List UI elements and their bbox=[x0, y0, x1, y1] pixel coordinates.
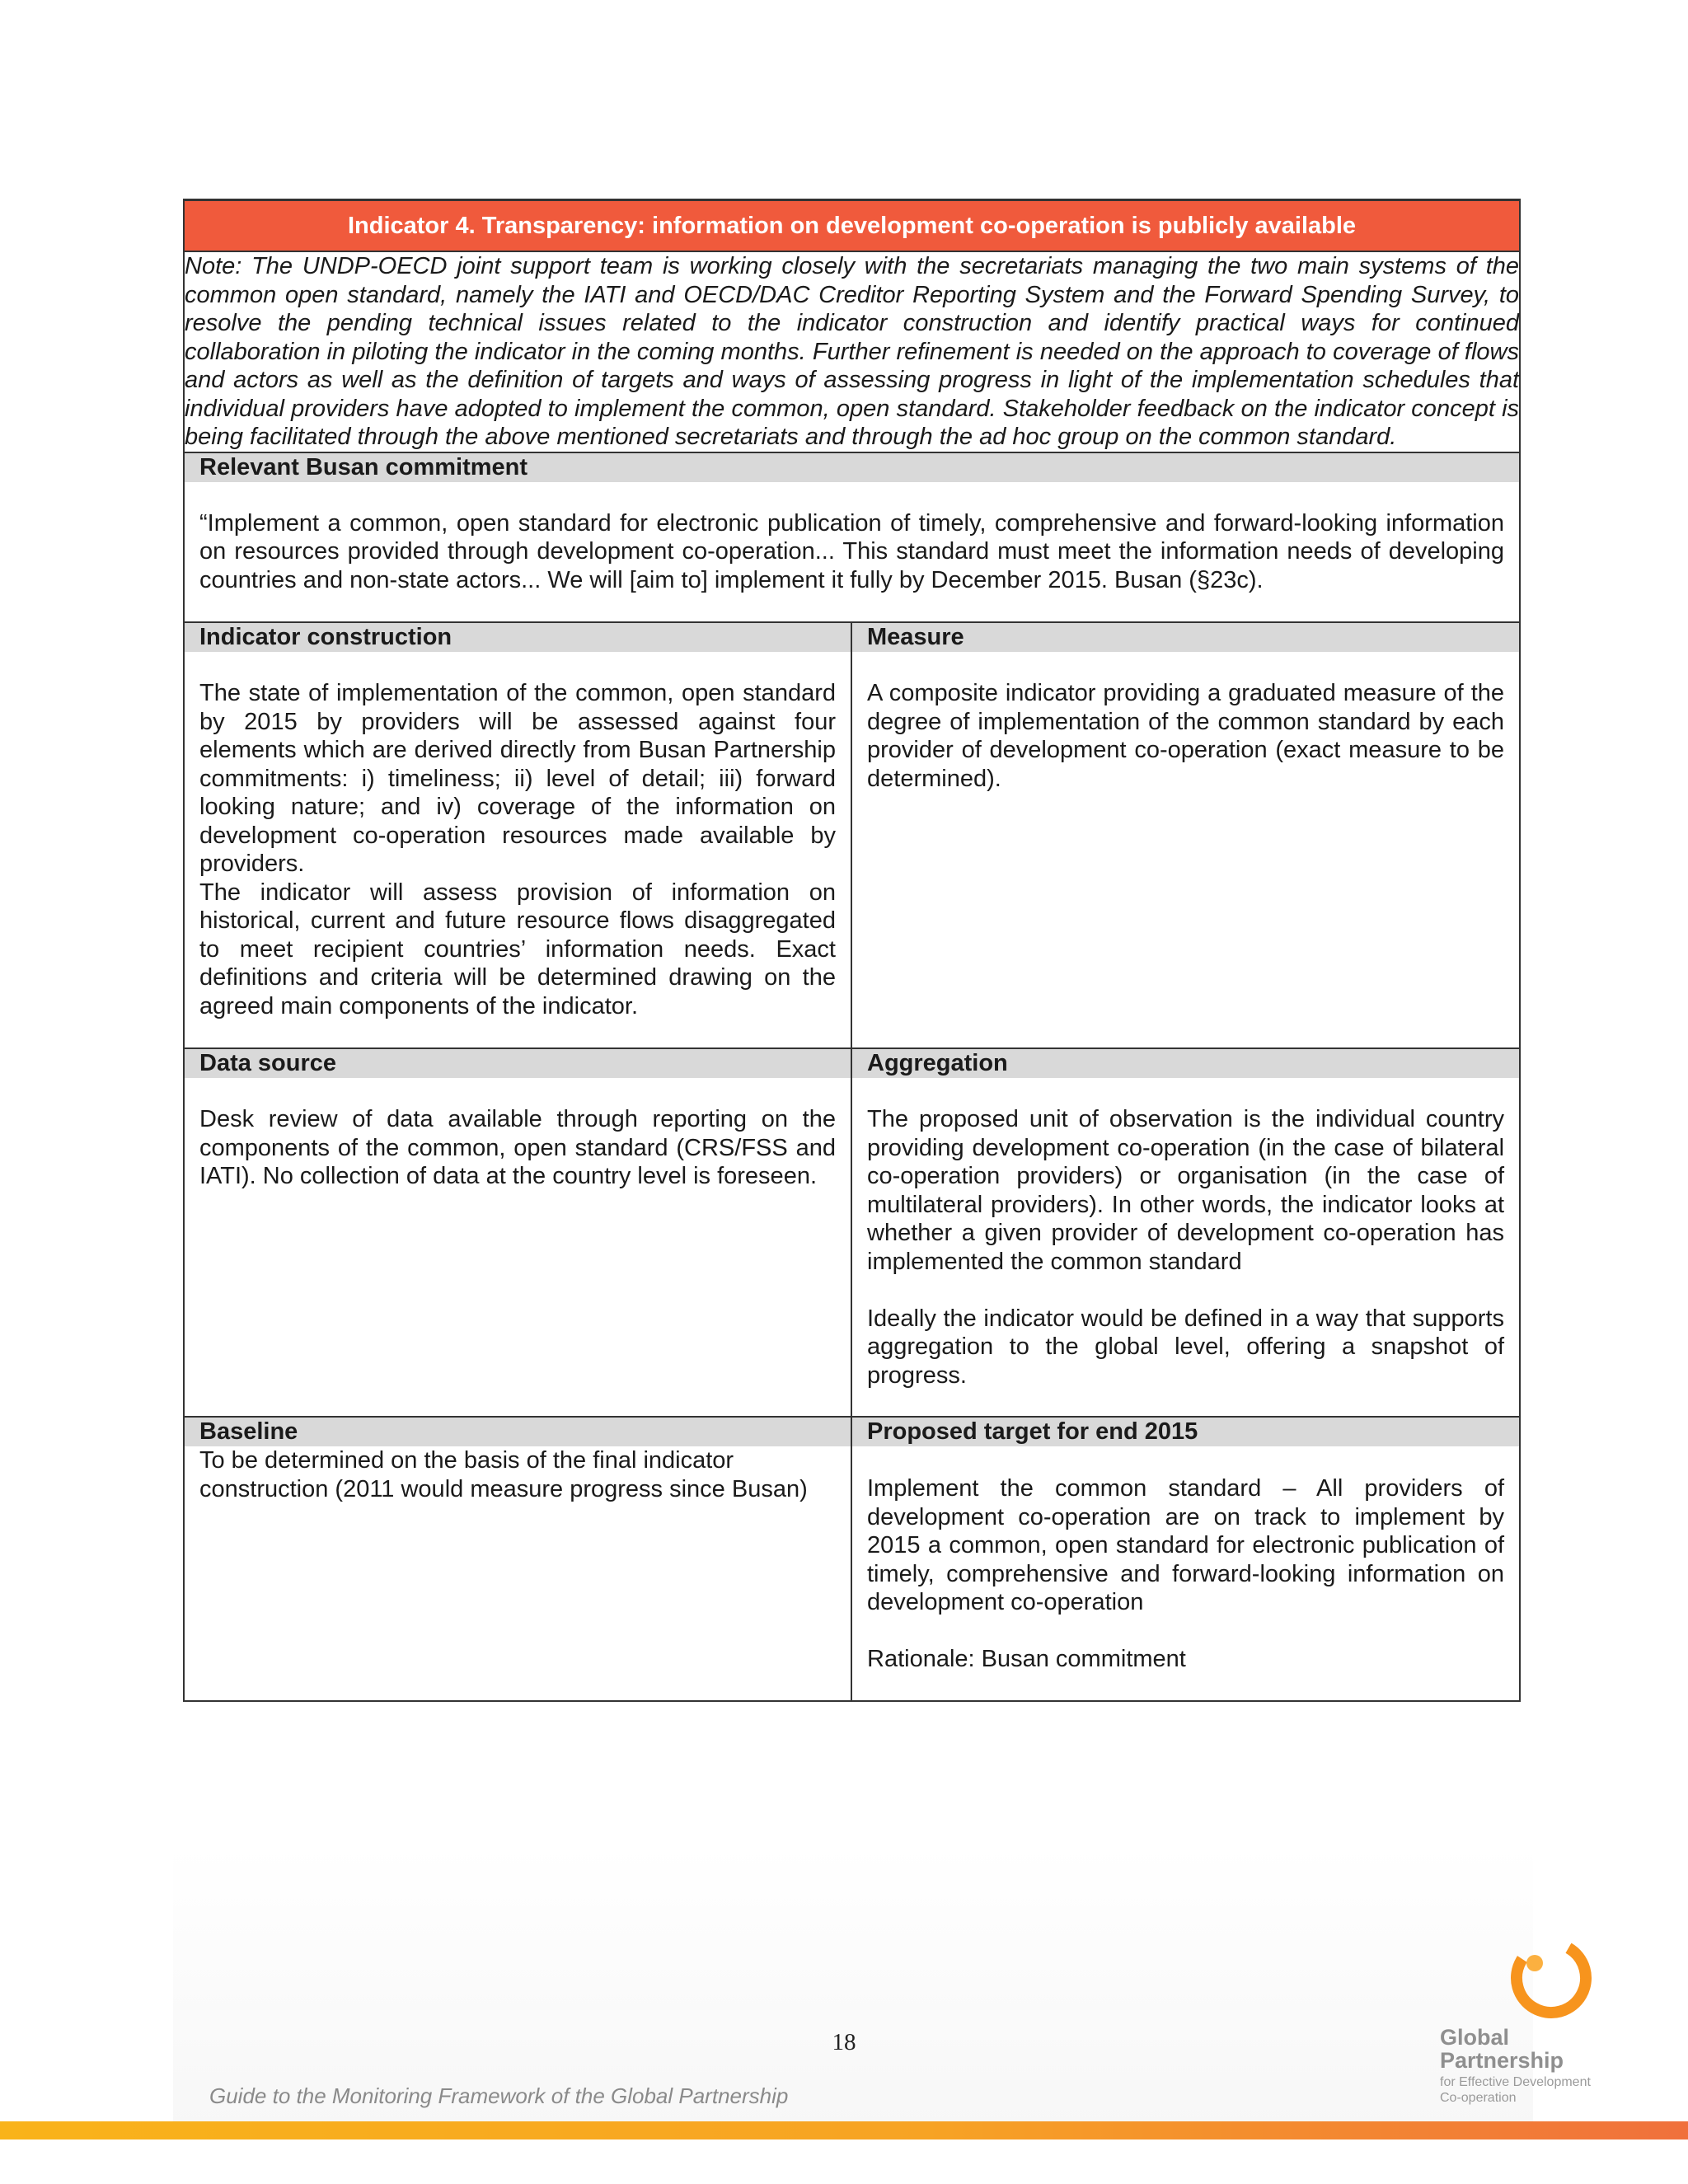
construction-paragraph-1: The state of implementation of the common, open standard by 2015 by providers will be assessed against four elements which are derived directly from Busan Partnership commitments: i) timeliness; ii) level of detail; iii) forward looking nature; and iv) coverage of the information on development co-operation resources made available by providers. bbox=[199, 680, 836, 877]
baseline-text: To be determined on the basis of the final indicator construction (2011 would measure progress since Busan) bbox=[199, 1447, 808, 1502]
target-header: Proposed target for end 2015 bbox=[852, 1418, 1519, 1446]
indicator-table bbox=[183, 199, 1521, 1702]
busan-row bbox=[184, 452, 1520, 623]
logo-line-1: Global bbox=[1440, 2025, 1510, 2050]
construction-paragraph-2: The indicator will assess provision of information on historical, current and future resource flows disaggregated to meet recipient countries’ information needs. Exact definitions and criteria will be determined drawing on the agreed main components of the indicator. bbox=[199, 879, 836, 1019]
target-paragraph-1: Implement the common standard – All providers of development co-operation are on track to implement by 2015 a common, open standard for electronic publication of timely, comprehensive and forward-looking information on development co-operation bbox=[867, 1475, 1505, 1615]
note-row bbox=[184, 251, 1520, 452]
aggregation-body bbox=[852, 1078, 1519, 1416]
logo-line-3: for Effective Development bbox=[1440, 2075, 1591, 2089]
data-source-text: Desk review of data available through reporting on the components of the common, open standard (CRS/FSS and IATI). No collection of data at the country level is foreseen. bbox=[199, 1106, 836, 1189]
global-partnership-logo bbox=[1436, 1929, 1625, 2118]
source-aggregation-row bbox=[184, 1048, 1520, 1417]
footer-color-bar bbox=[0, 2121, 1688, 2139]
aggregation-header: Aggregation bbox=[852, 1049, 1519, 1078]
aggregation-cell bbox=[851, 1048, 1520, 1417]
page-number: 18 bbox=[832, 2029, 856, 2055]
target-rationale: Rationale: Busan commitment bbox=[867, 1646, 1186, 1672]
target-body bbox=[852, 1446, 1519, 1700]
construction-cell bbox=[184, 622, 851, 1048]
data-source-cell bbox=[184, 1048, 851, 1417]
measure-text: A composite indicator providing a graduated measure of the degree of implementation of the common standard by each provider of development co-operation (exact measure to be determined). bbox=[867, 680, 1505, 792]
busan-header: Relevant Busan commitment bbox=[185, 453, 1519, 482]
note-text: Note: The UNDP-OECD joint support team is working closely with the secretariats managing the two main systems of the common open standard, namely the IATI and OECD/DAC Creditor Reporting System and the Forward Spending Survey, to resolve the pending technical issues related to the indicator construction and identify practical ways for continued collaboration in piloting the indicator in the coming months. Further refinement is needed on the approach to coverage of flows and actors as well as the definition of targets and ways of assessing progress in light of the implementation schedules that individual providers have adopted to implement the common, open standard. Stakeholder feedback on the indicator concept is being facilitated through the above mentioned secretariats and through the ad hoc group on the common standard. bbox=[184, 251, 1520, 452]
measure-header: Measure bbox=[852, 623, 1519, 652]
construction-measure-row bbox=[184, 622, 1520, 1048]
construction-header: Indicator construction bbox=[185, 623, 851, 652]
measure-cell bbox=[851, 622, 1520, 1048]
logo-ring-icon bbox=[1502, 1929, 1601, 2027]
data-source-header: Data source bbox=[185, 1049, 851, 1078]
baseline-target-row bbox=[184, 1417, 1520, 1701]
footer-guide-title: Guide to the Monitoring Framework of the Global Partnership bbox=[209, 2083, 789, 2108]
target-cell bbox=[851, 1417, 1520, 1701]
busan-text: “Implement a common, open standard for electronic publication of timely, comprehensive and forward-looking information on resources provided through development co-operation... This standard must meet the information needs of developing countries and non-state actors... We will [aim to] implement it fully by December 2015. Busan (§23c). bbox=[199, 509, 1505, 593]
baseline-header: Baseline bbox=[185, 1418, 851, 1446]
busan-cell bbox=[184, 452, 1520, 623]
indicator-title: Indicator 4. Transparency: information on development co-operation is publicly available bbox=[184, 200, 1520, 252]
title-row bbox=[184, 200, 1520, 252]
logo-line-4: Co-operation bbox=[1440, 2091, 1517, 2105]
construction-body bbox=[185, 652, 851, 1047]
aggregation-paragraph-2: Ideally the indicator would be defined in a way that supports aggregation to the global level, offering a snapshot of progress. bbox=[867, 1305, 1505, 1389]
aggregation-paragraph-1: The proposed unit of observation is the individual country providing development co-operation (in the case of bilateral co-operation providers) or organisation (in the case of multilateral providers). In other words, the indicator looks at whether a given provider of development co-operation has implemented the common standard bbox=[867, 1106, 1505, 1275]
logo-line-2: Partnership bbox=[1440, 2048, 1564, 2073]
baseline-cell bbox=[184, 1417, 851, 1701]
